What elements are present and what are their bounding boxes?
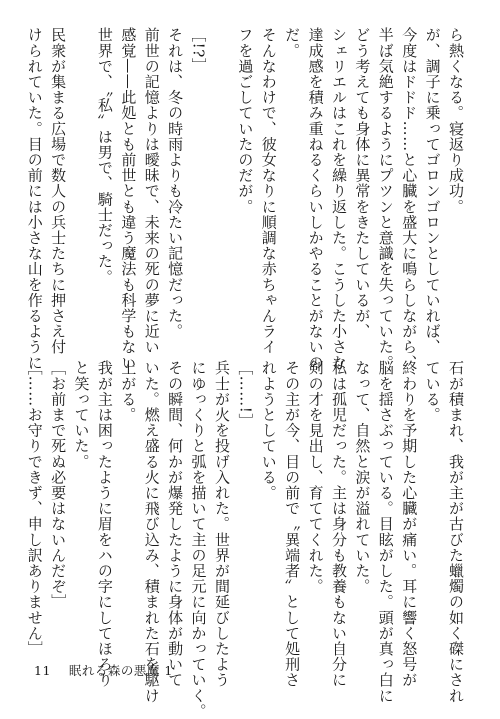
text-line: 兵士が火を投げ入れた。世界が間延びしたよう xyxy=(212,360,231,688)
text-line: いた。燃え盛る火に飛び込み、積まれた石を駆け xyxy=(142,360,161,704)
text-line xyxy=(69,27,92,327)
text-line: 終わりを予期した心臓が痛い。耳に響く怒号が xyxy=(400,360,419,688)
text-line: ら熱くなる。寝返り成功。 xyxy=(447,27,465,215)
text-line: 上がる。 xyxy=(119,360,138,423)
text-line: ［!?］ xyxy=(189,27,208,74)
text-line: その主が今、目の前で〝異端者〟として処刑さ xyxy=(283,360,302,688)
text-line: フを過ごしていたのだが。 xyxy=(236,27,255,215)
text-line: 感覚——此処とも前世とも違う魔法も科学もない xyxy=(119,27,138,371)
upper-text-block xyxy=(22,27,467,371)
text-line: なって、自然と涙が溢れていた。 xyxy=(353,360,372,594)
text-line: と笑っていた。 xyxy=(72,360,91,470)
text-line: ［……お守りできず、申し訳ありません］ xyxy=(25,360,44,657)
page-number: 11 xyxy=(34,663,51,678)
book-title: 眠れる森の悪魔 1 xyxy=(68,663,173,678)
text-line: 脳を揺さぶっている。目眩がした。頭が真っ白に xyxy=(376,360,395,704)
text-line: にゆっくりと弧を描いて主の足元に向かっていく。 xyxy=(189,360,208,719)
text-line: だ。 xyxy=(283,27,302,59)
text-line: それは、冬の時雨よりも冷たい記憶だった。 xyxy=(166,27,185,339)
text-line: 半ば気絶するようにプツンと意識を失っていた。 xyxy=(376,27,395,371)
text-line: 私は孤児だった。主は身分も教養もない自分に xyxy=(329,360,348,688)
text-line: 我が主は困ったように眉をハの字にしてほろり xyxy=(95,360,114,688)
text-line: そんなわけで、彼女なりに順調な赤ちゃんライ xyxy=(259,27,278,355)
text-line: 達成感を積み重ねるくらいしかやることがないの xyxy=(306,27,325,371)
text-line: その瞬間、何かが爆発したように身体が動いて xyxy=(166,360,185,688)
text-line: けられていた。目の前には小さな山を作るように xyxy=(25,27,44,371)
text-line: ［お前まで死ぬ必要はないんだぞ］ xyxy=(49,360,68,610)
text-line: どう考えても身体に異常をきたしているが、 xyxy=(353,27,372,339)
text-line: れようとしている。 xyxy=(259,360,278,501)
text-line: 世界で、〝私〟は男で、騎士だった。 xyxy=(95,27,114,285)
text-line: 前世の記憶よりは曖昧で、未来の死の夢に近い xyxy=(142,27,161,355)
text-line: が、調子に乗ってゴロンゴロンとしていれば、 xyxy=(423,27,442,355)
text-line xyxy=(210,27,233,327)
text-line: 今度はドドド……と心臓を盛大に鳴らしながら、 xyxy=(400,27,419,371)
text-line: 剣の才を見出し、育ててくれた。 xyxy=(306,360,325,594)
page-footer xyxy=(34,661,173,679)
text-line: 石が積まれ、我が主が古びた蠟燭の如く磔にされ xyxy=(447,360,465,704)
text-line: シェリエルはこれを繰り返した。こうした小さな xyxy=(329,27,348,371)
text-line: ている。 xyxy=(423,360,442,423)
text-line: 民衆が集まる広場で数人の兵士たちに押さえ付 xyxy=(49,27,68,355)
text-line: ［……!］ xyxy=(236,360,255,430)
